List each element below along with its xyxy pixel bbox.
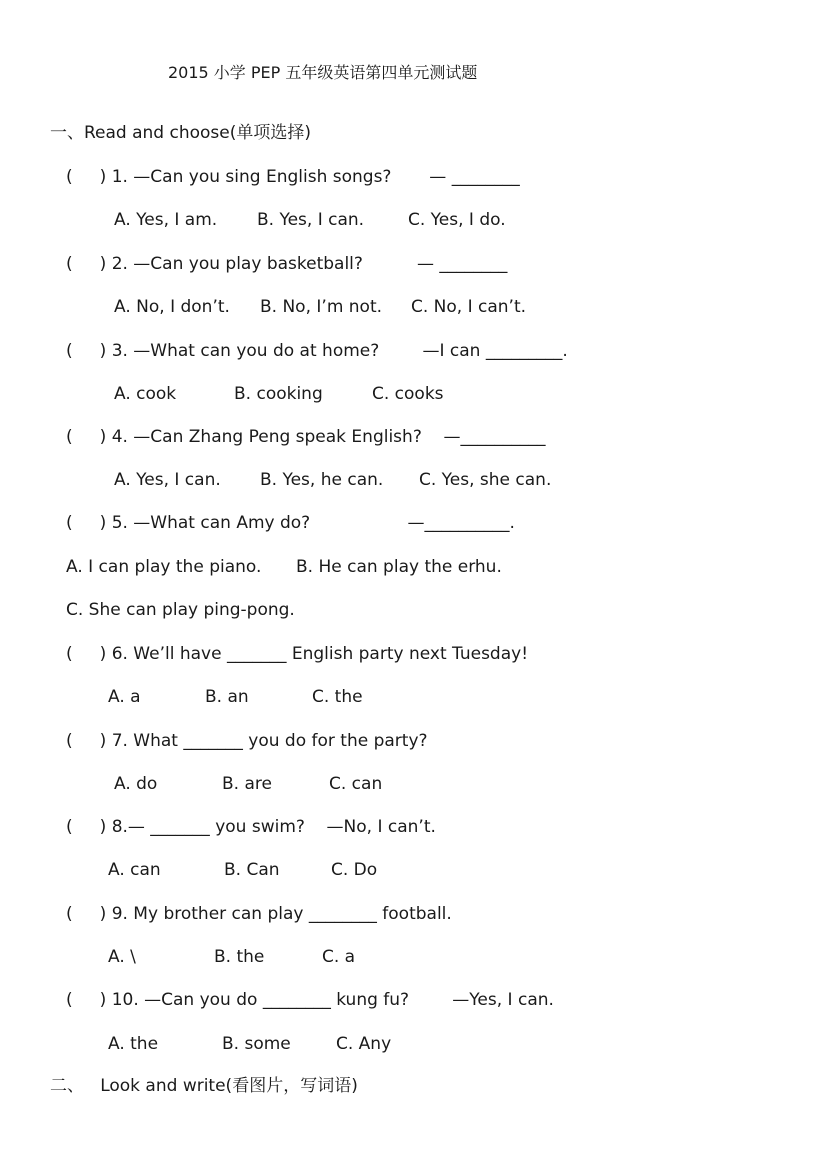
option-b: B. Yes, I can.	[257, 210, 365, 230]
option-b: B. Yes, he can.	[260, 470, 384, 490]
option-a: A. \	[108, 947, 136, 967]
option-c: C. Any	[336, 1034, 392, 1054]
option-b: B. cooking	[234, 384, 323, 404]
question-stem: ( ) 5. —What can Amy do? —__________.	[66, 513, 515, 533]
option-a: A. cook	[114, 384, 177, 404]
question-stem: ( ) 6. We’ll have _______ English party next Tuesday!	[66, 644, 529, 664]
option-c: C. the	[312, 687, 363, 707]
option-b: B. an	[205, 687, 249, 707]
question-stem: ( ) 9. My brother can play ________ football.	[66, 904, 452, 924]
question-stem: ( ) 10. —Can you do ________ kung fu? —Yes, I can.	[66, 990, 554, 1010]
page-title: 2015 小学 PEP 五年级英语第四单元测试题	[168, 63, 478, 82]
section-heading: 二、 Look and write(看图片，写词语)	[50, 1076, 358, 1096]
option-b: B. the	[214, 947, 265, 967]
option-a: A. Yes, I am.	[114, 210, 218, 230]
question-stem: ( ) 8.— _______ you swim? —No, I can’t.	[66, 817, 436, 837]
question-stem: ( ) 4. —Can Zhang Peng speak English? —__________	[66, 427, 546, 447]
option-a: A. do	[114, 774, 158, 794]
option-a: A. No, I don’t.	[114, 297, 230, 317]
option-b: B. are	[222, 774, 272, 794]
option-a: A. I can play the piano.	[66, 557, 262, 577]
question-stem: ( ) 3. —What can you do at home? —I can _________.	[66, 341, 568, 361]
option-b: B. some	[222, 1034, 291, 1054]
option-c: C. can	[329, 774, 383, 794]
option-c: C. She can play ping-pong.	[66, 600, 295, 620]
option-c: C. Yes, I do.	[408, 210, 506, 230]
option-a: A. can	[108, 860, 161, 880]
option-b: B. No, I’m not.	[260, 297, 383, 317]
question-stem: ( ) 1. —Can you sing English songs? — ________	[66, 167, 520, 187]
option-a: A. the	[108, 1034, 159, 1054]
option-a: A. Yes, I can.	[114, 470, 221, 490]
question-stem: ( ) 2. —Can you play basketball? — ________	[66, 254, 508, 274]
option-a: A. a	[108, 687, 141, 707]
option-c: C. No, I can’t.	[411, 297, 527, 317]
section-heading: 一、Read and choose(单项选择)	[50, 123, 312, 143]
option-c: C. Do	[331, 860, 378, 880]
question-stem: ( ) 7. What _______ you do for the party?	[66, 731, 428, 751]
option-b: B. He can play the erhu.	[296, 557, 502, 577]
option-c: C. cooks	[372, 384, 444, 404]
option-c: C. a	[322, 947, 356, 967]
option-c: C. Yes, she can.	[419, 470, 552, 490]
option-b: B. Can	[224, 860, 280, 880]
